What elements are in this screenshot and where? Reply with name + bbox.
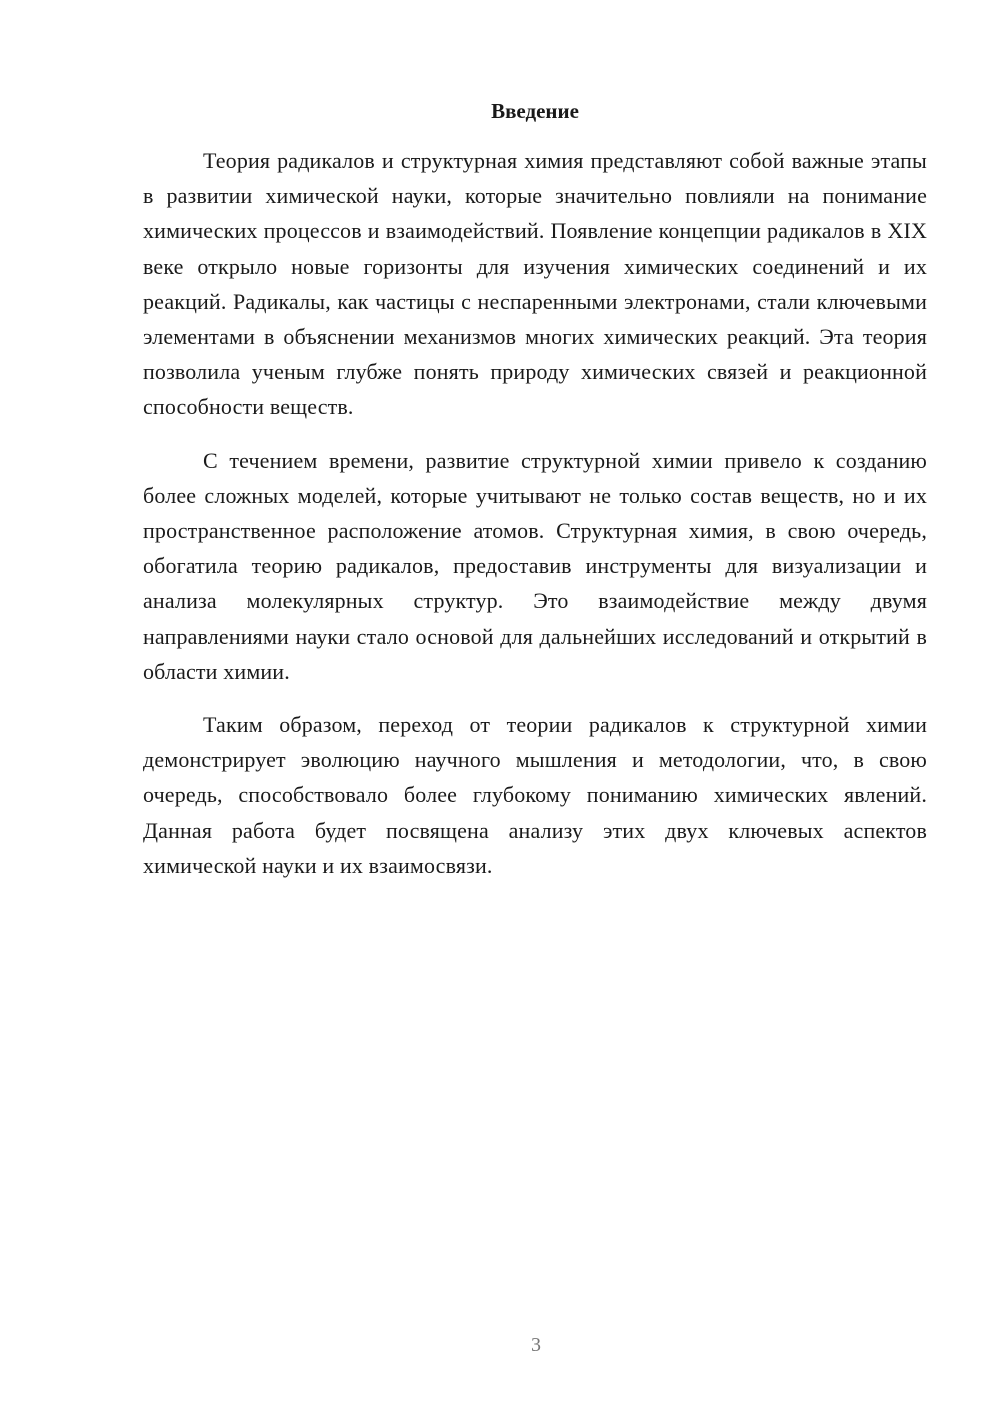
page-content: [143, 96, 927, 883]
section-title: Введение: [491, 99, 579, 123]
page-number: 3: [531, 1334, 541, 1356]
paragraph-3: Таким образом, переход от теории радикалов к структурной химии демонстрирует эволюцию научного мышления и методологии, что, в свою очередь, способствовало более глубокому пониманию химических явлений. Данная работа будет посвящена анализу этих двух ключевых аспектов химической науки и их взаимосвязи.: [143, 712, 927, 878]
paragraph-1: Теория радикалов и структурная химия представляют собой важные этапы в развитии химической науки, которые значительно повлияли на понимание химических процессов и взаимодействий. Появление концепции радикалов в XIX веке открыло новые горизонты для изучения химических соединений и их реакций. Радикалы, как частицы с неспаренными электронами, стали ключевыми элементами в объяснении механизмов многих химических реакций. Эта теория позволила ученым глубже понять природу химических связей и реакционной способности веществ.: [143, 148, 927, 420]
paragraph-2: С течением времени, развитие структурной химии привело к созданию более сложных моделей, которые учитывают не только состав веществ, но и их пространственное расположение атомов. Структурная химия, в свою очередь, обогатила теорию радикалов, предоставив инструменты для визуализации и анализа молекулярных структур. Это взаимодействие между двумя направлениями науки стало основой для дальнейших исследований и открытий в области химии.: [143, 447, 927, 684]
